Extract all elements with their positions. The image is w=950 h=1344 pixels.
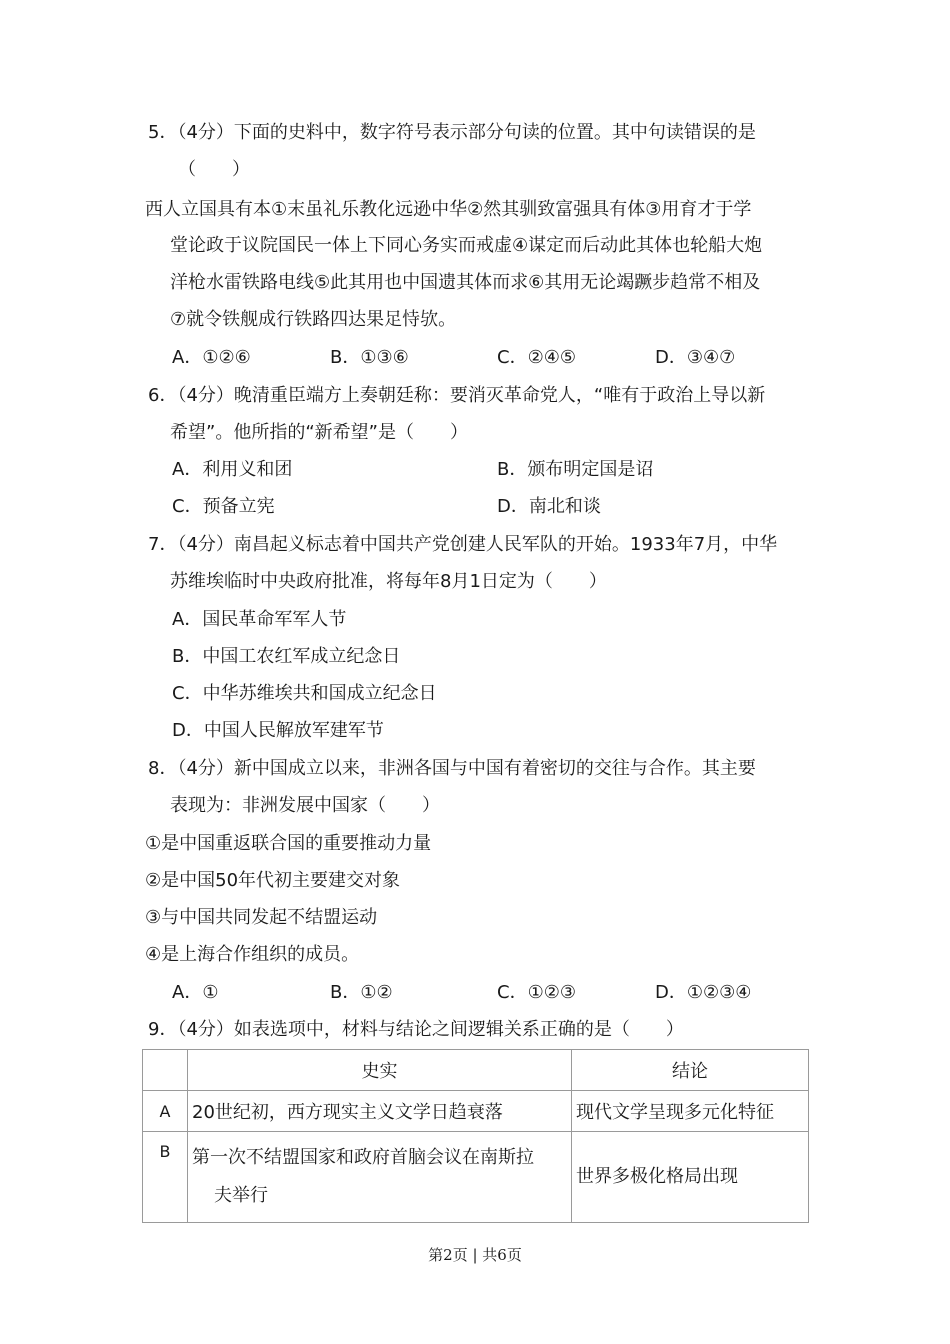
row-conclusion: 现代文学呈现多元化特征 xyxy=(572,1091,809,1132)
q5-option-c: C．②④⑤ xyxy=(497,347,576,368)
q8-item: ②是中国50年代初主要建交对象 xyxy=(145,870,401,891)
q5-passage-line: 堂论政于议院国民一体上下同心务实而戒虚④谋定而后动此其体也轮船大炮 xyxy=(170,235,763,256)
q7-stem-line: 苏维埃临时中央政府批准，将每年8月1日定为（ ） xyxy=(170,571,607,592)
row-fact-line: 第一次不结盟国家和政府首脑会议在南斯拉 xyxy=(192,1147,534,1168)
q6-option-a: A．利用义和团 xyxy=(172,459,293,480)
q6-option-d: D．南北和谈 xyxy=(497,496,601,517)
q7-option-d: D．中国人民解放军建军节 xyxy=(172,720,384,741)
row-key: B xyxy=(143,1132,188,1223)
q5-passage-line: 西人立国具有本①末虽礼乐教化远逊中华②然其驯致富强具有体③用育才于学 xyxy=(145,199,752,220)
q8-option-c: C．①②③ xyxy=(497,982,576,1003)
q8-option-d: D．①②③④ xyxy=(655,982,752,1003)
row-conclusion: 世界多极化格局出现 xyxy=(572,1132,809,1223)
table-header-row xyxy=(143,1050,809,1091)
q7-option-c: C．中华苏维埃共和国成立纪念日 xyxy=(172,683,437,704)
table-header-cell: 结论 xyxy=(572,1050,809,1091)
q9-table xyxy=(142,1049,809,1223)
q8-stem-line: 表现为：非洲发展中国家（ ） xyxy=(170,795,440,816)
q6-stem-line: 6．（4分）晚清重臣端方上奏朝廷称：要消灭革命党人，“唯有于政治上导以新 xyxy=(148,385,766,406)
q8-item: ①是中国重返联合国的重要推动力量 xyxy=(145,833,432,854)
q5-option-b: B．①③⑥ xyxy=(330,347,409,368)
row-fact-line: 夫举行 xyxy=(214,1185,268,1206)
row-fact: 20世纪初，西方现实主义文学日趋衰落 xyxy=(188,1091,572,1132)
table-row xyxy=(143,1132,809,1223)
table-header-cell: 史实 xyxy=(188,1050,572,1091)
q9-stem: 9．（4分）如表选项中，材料与结论之间逻辑关系正确的是（ ） xyxy=(148,1019,684,1040)
q8-option-b: B．①② xyxy=(330,982,393,1003)
q7-option-b: B．中国工农红军成立纪念日 xyxy=(172,646,401,667)
q5-stem: 5．（4分）下面的史料中，数字符号表示部分句读的位置。其中句读错误的是 xyxy=(148,122,756,143)
q8-item: ③与中国共同发起不结盟运动 xyxy=(145,907,378,928)
page-footer: 第2页 | 共6页 xyxy=(428,1246,522,1264)
q8-item: ④是上海合作组织的成员。 xyxy=(145,944,360,965)
q8-option-a: A．① xyxy=(172,982,219,1003)
q6-option-c: C．预备立宪 xyxy=(172,496,275,517)
q7-stem-line: 7．（4分）南昌起义标志着中国共产党创建人民军队的开始。1933年7月，中华 xyxy=(148,534,778,555)
q7-option-a: A．国民革命军军人节 xyxy=(172,609,347,630)
q6-stem-line: 希望”。他所指的“新希望”是（ ） xyxy=(170,422,468,443)
q5-passage-line: 洋枪水雷铁路电线⑤此其用也中国遗其体而求⑥其用无论竭蹶步趋常不相及 xyxy=(170,272,761,293)
row-key: A xyxy=(143,1091,188,1132)
row-fact xyxy=(188,1132,572,1223)
q5-option-a: A．①②⑥ xyxy=(172,347,251,368)
q8-stem-line: 8．（4分）新中国成立以来，非洲各国与中国有着密切的交往与合作。其主要 xyxy=(148,758,756,779)
q6-option-b: B．颁布明定国是诏 xyxy=(497,459,654,480)
q5-passage-line: ⑦就令铁舰成行铁路四达果足恃欤。 xyxy=(170,309,457,330)
q5-answer-paren: （ ） xyxy=(178,159,250,180)
table-row xyxy=(143,1091,809,1132)
table-header-cell xyxy=(143,1050,188,1091)
q5-option-d: D．③④⑦ xyxy=(655,347,736,368)
